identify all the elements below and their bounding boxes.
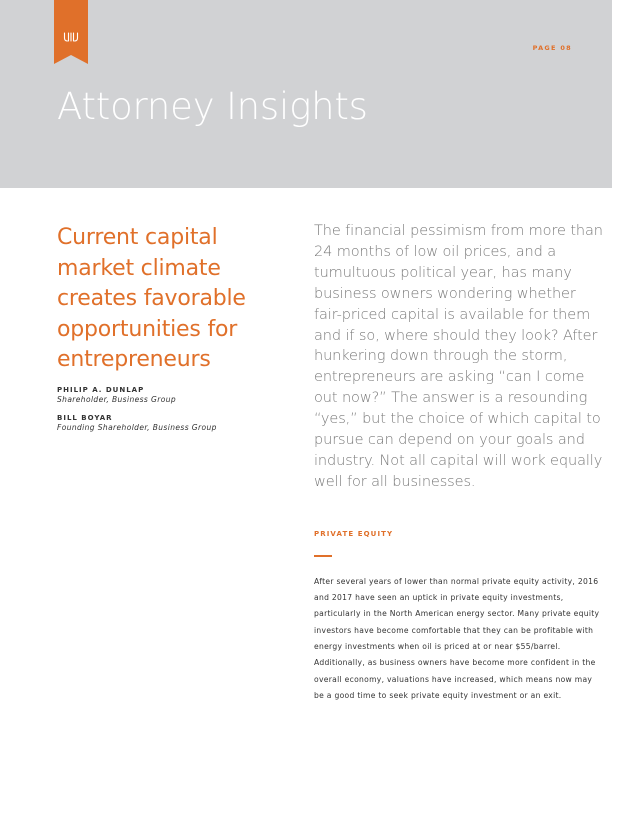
header-band (0, 0, 612, 188)
section-body-text: After several years of lower than normal private equity activity, 2016 and 2017 have seen an uptick in private equity investments, particularly in the North American energy sector. Many private equity investors have become comfortable that they can be profitable with energy investments when oil is priced at or near $55/barrel. Additionally, as business owners have become more confident in the overall economy, valuations have increased, which means now may be a good time to seek private equity investment or an exit. (314, 576, 600, 700)
section-heading: PRIVATE EQUITY (314, 529, 394, 538)
author-role: Founding Shareholder, Business Group (57, 422, 217, 432)
article-lede: The financial pessimism from more than 24 months of low oil prices, and a tumultuous political year, has many business owners wondering whether fair-priced capital is available for them and if so, where should they look? After hunkering down through the storm, entrepreneurs are asking “can I come out now?” The answer is a resounding “yes,” but the choice of which capital to pursue can depend on your goals and industry. Not all capital will work equally well for all businesses. (314, 223, 603, 490)
article-intro-column (57, 223, 287, 433)
bookmark-logo-icon (54, 0, 88, 64)
article-headline: Current capital market climate creates favorable opportunities for entrepreneurs (57, 225, 246, 372)
article-body-column (314, 221, 604, 704)
author-name: BILL BOYAR (57, 413, 113, 422)
author-name: PHILIP A. DUNLAP (57, 385, 145, 394)
author-block (57, 413, 287, 433)
section-divider (314, 555, 332, 557)
banner-title: Attorney Insights (57, 85, 368, 128)
author-block (57, 385, 287, 405)
author-role: Shareholder, Business Group (57, 394, 177, 404)
page-number-label: PAGE 08 (532, 44, 572, 52)
